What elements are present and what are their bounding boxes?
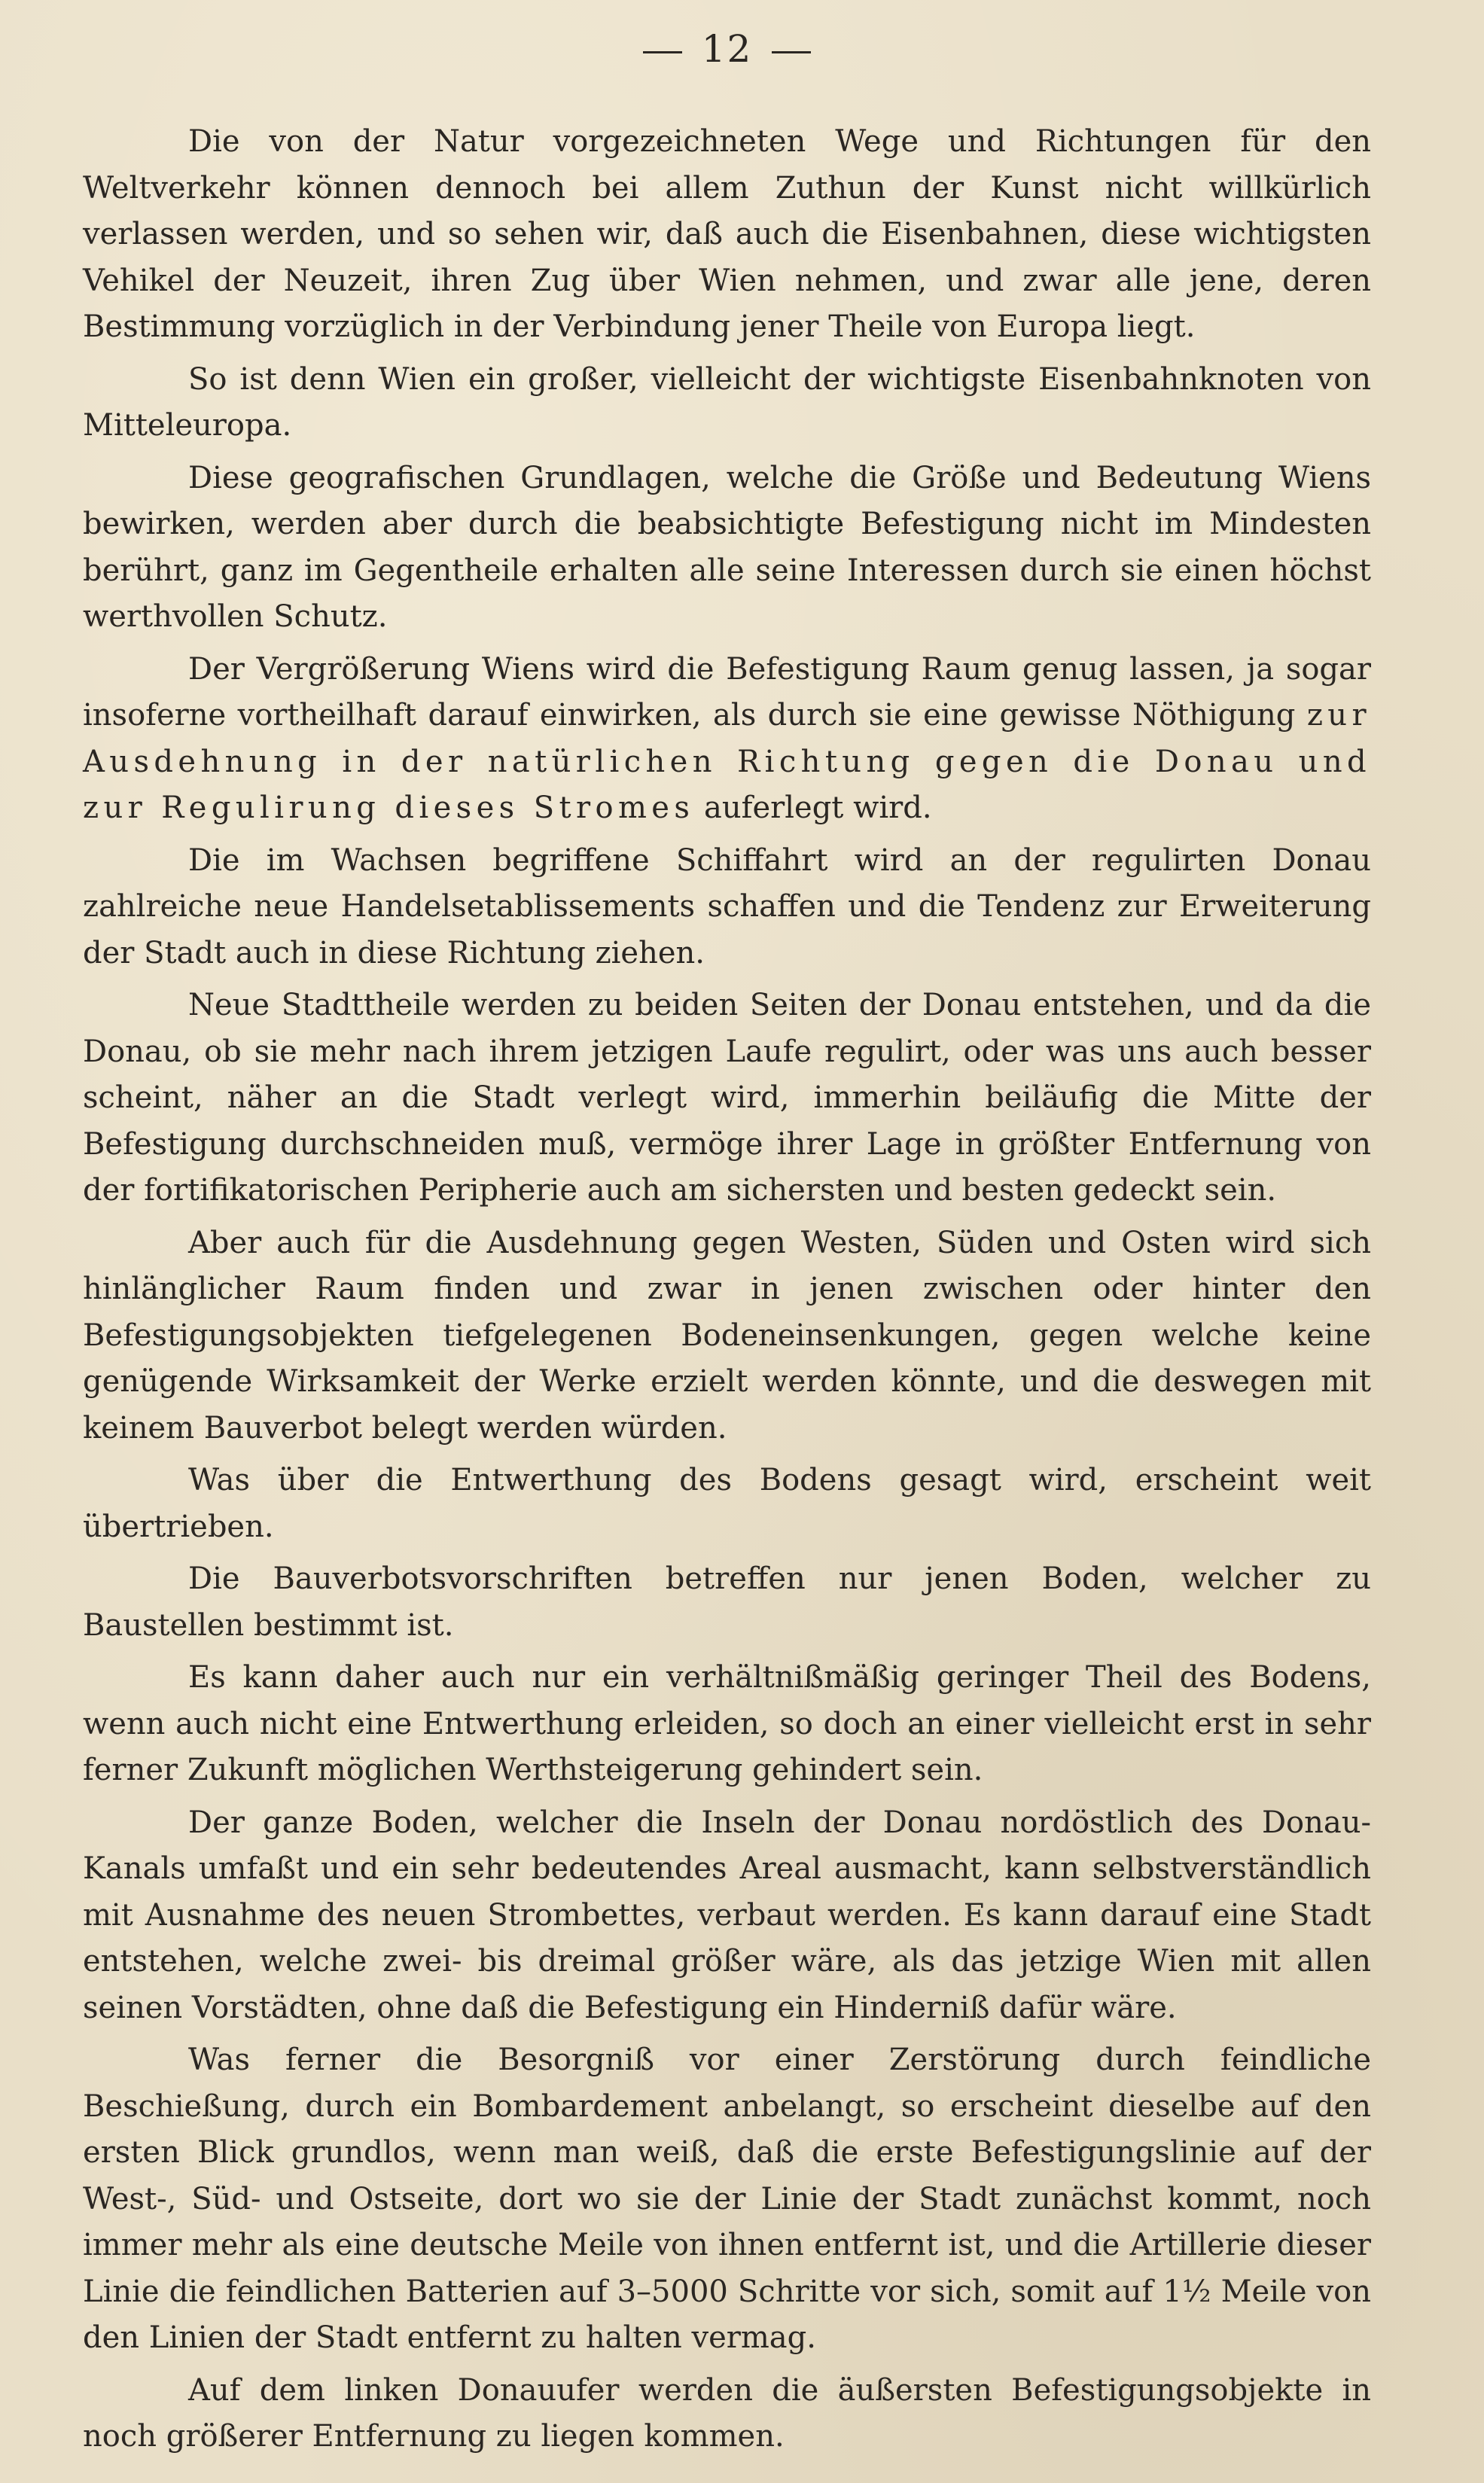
paragraph-4-emphasis: zur Ausdehnung in der natürlichen Richtung gegen die Donau und zur Regulirung dieses Stromes — [83, 698, 1371, 825]
page-number-value: 12 — [701, 27, 753, 71]
paragraph-13: Auf dem linken Donauufer werden die äußersten Befestigungsobjekte in noch größerer Entfernung zu liegen kommen. — [83, 2372, 1371, 2454]
paragraph-4-after: auferlegt wird. — [694, 791, 932, 825]
paragraph-10: Es kann daher auch nur ein verhältnißmäßig geringer Theil des Bodens, wenn auch nicht eine Entwerthung erleiden, so doch an einer vielleicht erst in sehr ferner Zukunft möglichen Werthsteigerung gehindert sein. — [83, 1660, 1371, 1787]
left-dash — [643, 51, 682, 53]
paragraph-3: Diese geografischen Grundlagen, welche die Größe und Bedeutung Wiens bewirken, werden aber durch die beabsichtigte Befestigung nicht im Mindesten berührt, ganz im Gegentheile erhalten alle seine Interessen durch sie einen höchst werthvollen Schutz. — [83, 460, 1371, 634]
paragraph-1: Die von der Natur vorgezeichneten Wege und Richtungen für den Weltverkehr können dennoch bei allem Zuthun der Kunst nicht willkürlich verlassen werden, und so sehen wir, daß auch die Eisenbahnen, diese wichtigsten Vehikel der Neuzeit, ihren Zug über Wien nehmen, und zwar alle jene, deren Bestimmung vorzüglich in der Verbindung jener Theile von Europa liegt. — [83, 124, 1371, 344]
paragraph-5: Die im Wachsen begriffene Schiffahrt wird an der regulirten Donau zahlreiche neue Handelsetablissements schaffen und die Tendenz zur Erweiterung der Stadt auch in diese Richtung ziehen. — [83, 842, 1371, 970]
page-number — [83, 23, 1371, 75]
paragraph-4 — [83, 647, 1371, 832]
paragraph-2: So ist denn Wien ein großer, vielleicht der wichtigste Eisenbahnknoten von Mitteleuropa. — [83, 361, 1371, 443]
paragraph-7: Aber auch für die Ausdehnung gegen Westen, Süden und Osten wird sich hinlänglicher Raum finden und zwar in jenen zwischen oder hinter den Befestigungsobjekten tiefgelegenen Bodeneinsenkungen, gegen welche keine genügende Wirksamkeit der Werke erzielt werden könnte, und die deswegen mit keinem Bauverbot belegt werden würden. — [83, 1225, 1371, 1446]
paragraph-6: Neue Stadttheile werden zu beiden Seiten der Donau entstehen, und da die Donau, ob sie mehr nach ihrem jetzigen Laufe regulirt, oder was uns auch besser scheint, näher an die Stadt verlegt wird, immerhin beiläufig die Mitte der Befestigung durchschneiden muß, vermöge ihrer Lage in größter Entfernung von der fortifikatorischen Peripherie auch am sichersten und besten gedeckt sein. — [83, 988, 1371, 1208]
paragraph-8: Was über die Entwerthung des Bodens gesagt wird, erscheint weit übertrieben. — [83, 1463, 1371, 1544]
body-text — [83, 119, 1371, 2460]
paragraph-11: Der ganze Boden, welcher die Inseln der Donau nordöstlich des Donau-Kanals umfaßt und ein sehr bedeutendes Areal ausmacht, kann selbstverständlich mit Ausnahme des neuen Strombettes, verbaut werden. Es kann darauf eine Stadt entstehen, welche zwei- bis dreimal größer wäre, als das jetzige Wien mit allen seinen Vorstädten, ohne daß die Befestigung ein Hinderniß dafür wäre. — [83, 1805, 1371, 2025]
paragraph-4-before: Der Vergrößerung Wiens wird die Befestigung Raum genug lassen, ja sogar insoferne vortheilhaft darauf einwirken, als durch sie eine gewisse Nöthigung — [83, 651, 1371, 733]
paragraph-12: Was ferner die Besorgniß vor einer Zerstörung durch feindliche Beschießung, durch ein Bombardement anbelangt, so erscheint dieselbe auf den ersten Blick grundlos, wenn man weiß, daß die erste Befestigungslinie auf der West-, Süd- und Ostseite, dort wo sie der Linie der Stadt zunächst kommt, noch immer mehr als eine deutsche Meile von ihnen entfernt ist, und die Artillerie dieser Linie die feindlichen Batterien auf 3–5000 Schritte vor sich, somit auf 1½ Meile von den Linien der Stadt entfernt zu halten vermag. — [83, 2043, 1371, 2355]
right-dash — [772, 51, 811, 53]
paragraph-9: Die Bauverbotsvorschriften betreffen nur jenen Boden, welcher zu Baustellen bestimmt ist. — [83, 1561, 1371, 1643]
